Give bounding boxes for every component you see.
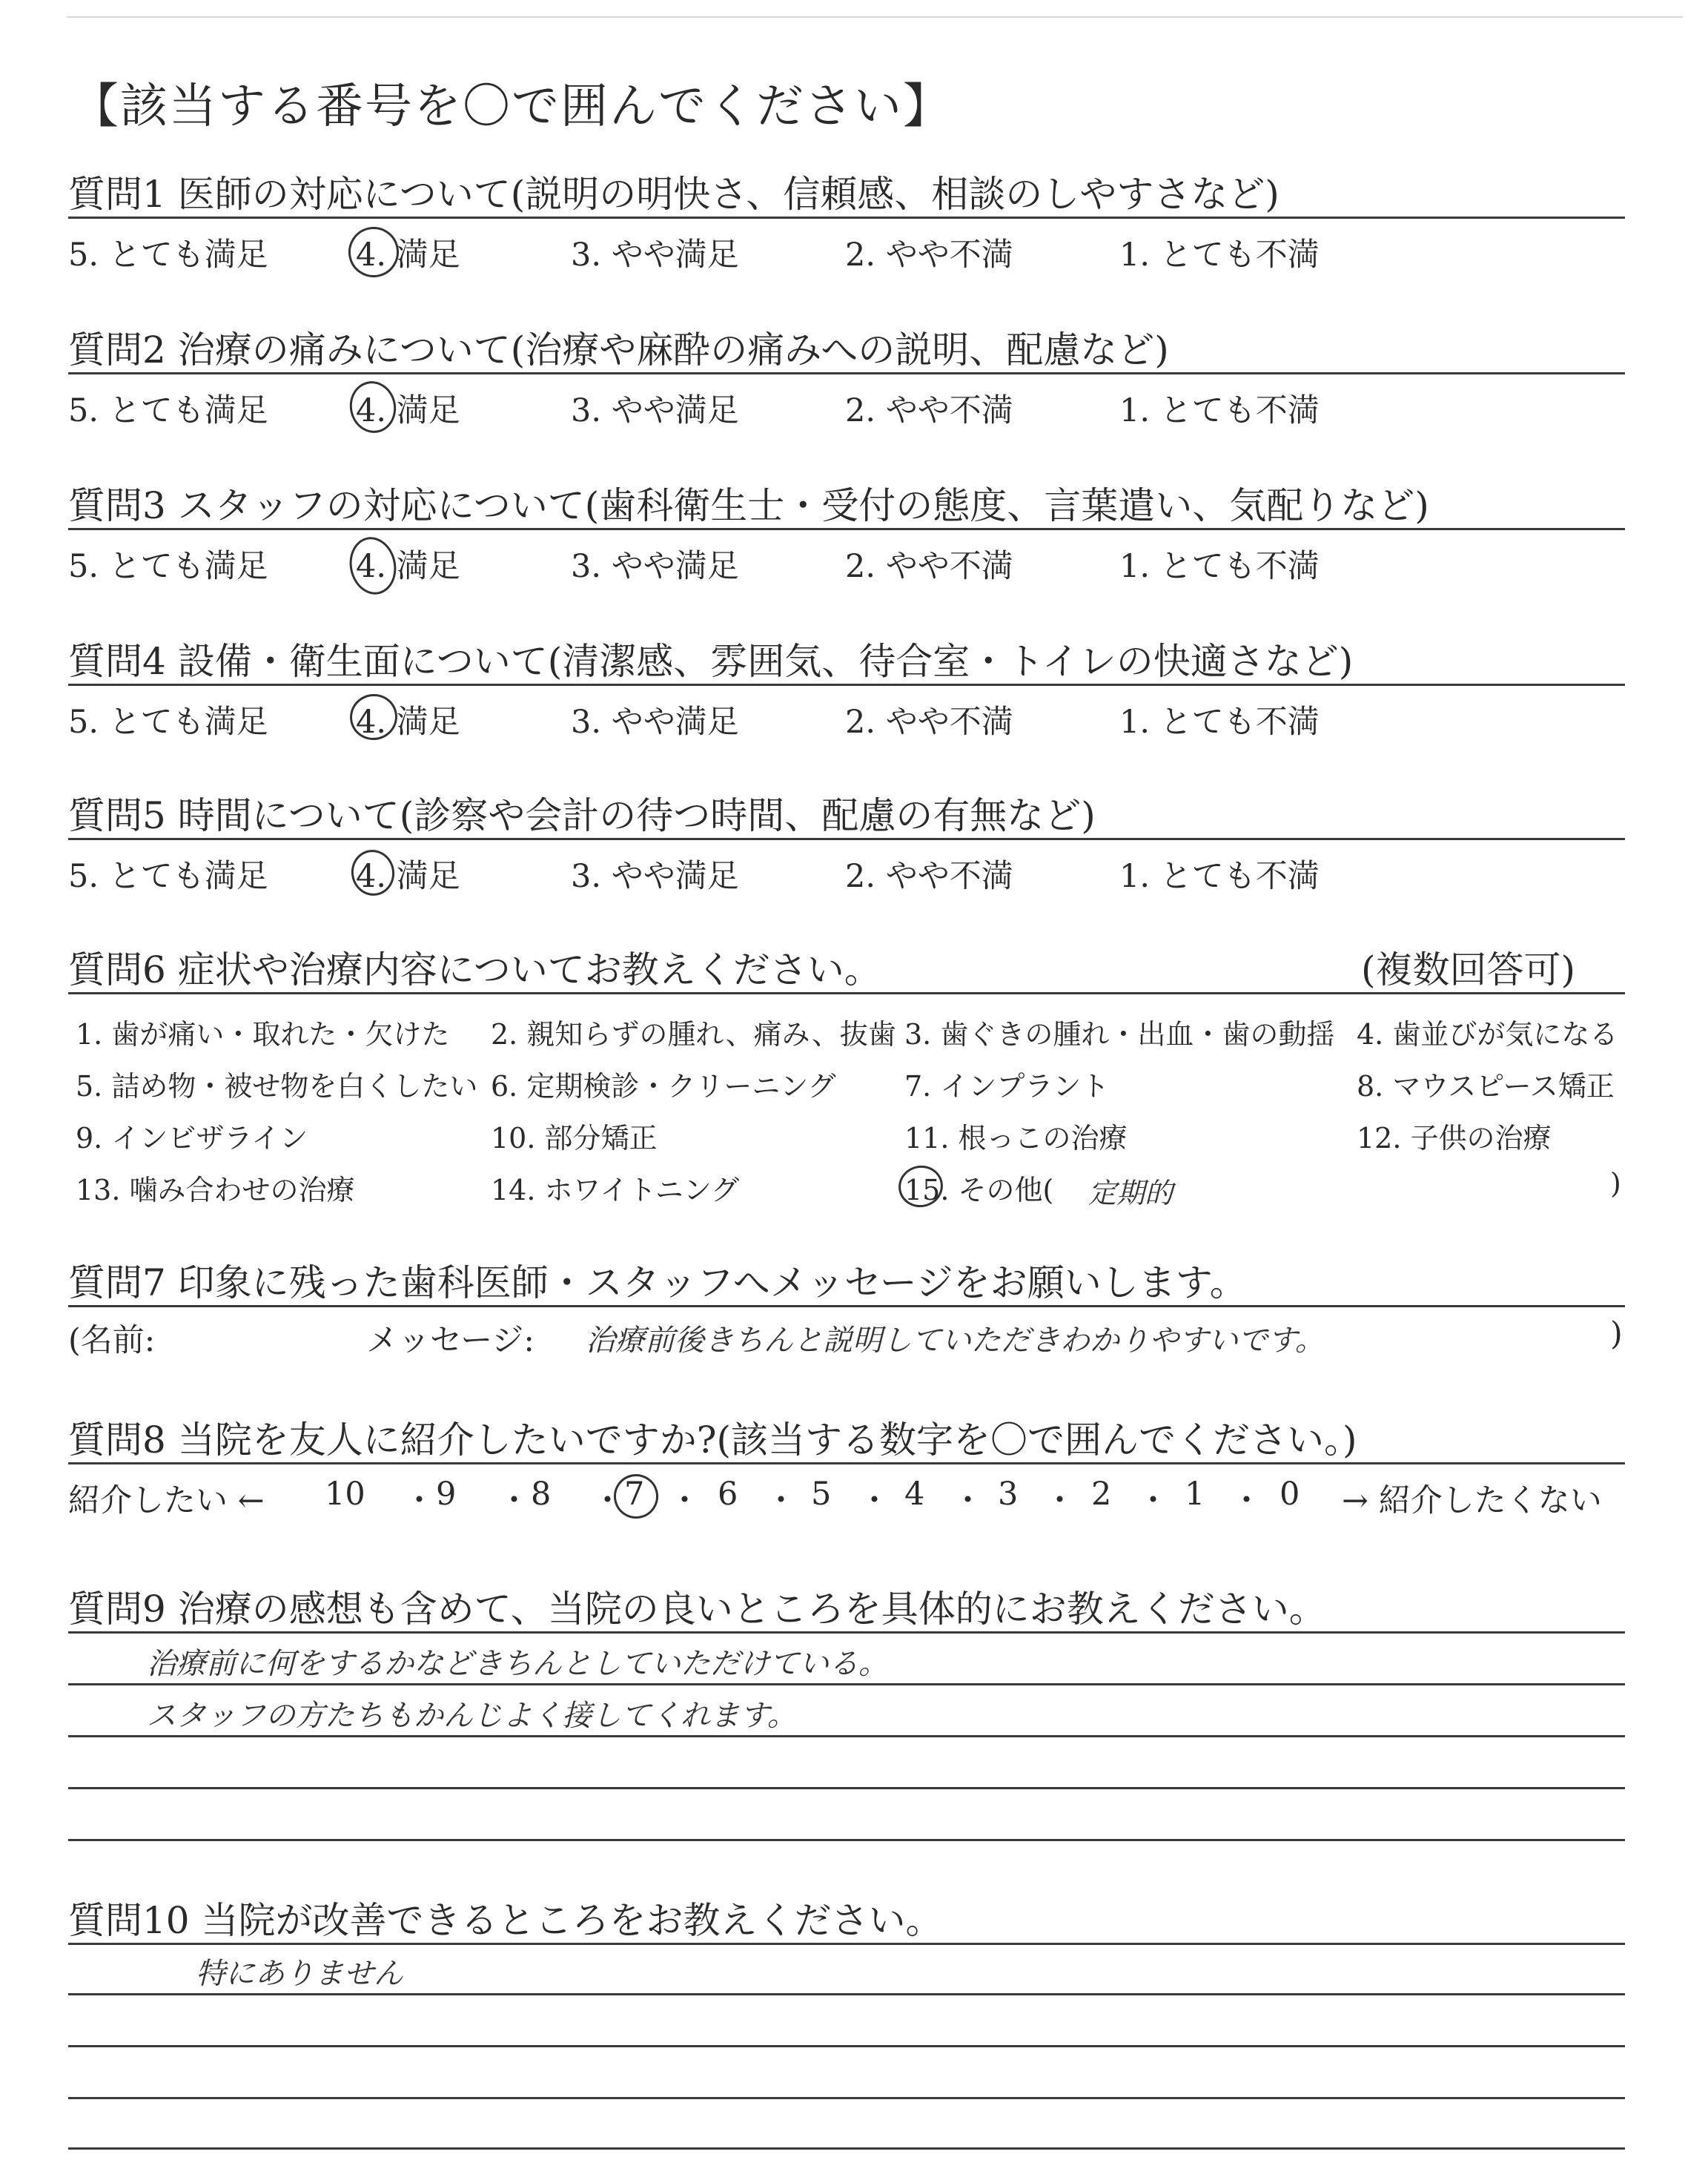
option-5[interactable]: 5. とても満足 — [68, 858, 268, 895]
question-title: 質問3 スタッフの対応について(歯科衛生士・受付の態度、言葉遣い、気配りなど) — [68, 484, 1429, 527]
rule — [68, 1462, 1625, 1464]
scale-5[interactable]: 5 — [811, 1476, 832, 1513]
scale-dot: ・ — [858, 1482, 890, 1519]
answer-line — [68, 1787, 1625, 1789]
symptom-option[interactable]: 9. インビザライン — [76, 1122, 308, 1155]
option-2[interactable]: 2. やや不満 — [845, 237, 1013, 274]
option-3[interactable]: 3. やや満足 — [571, 704, 739, 741]
name-label: (名前: — [68, 1322, 156, 1359]
rule — [68, 992, 1625, 994]
rule — [68, 217, 1625, 219]
top-border — [67, 16, 1683, 18]
question-title: 質問4 設備・衛生面について(清潔感、雰囲気、待合室・トイレの快適さなど) — [68, 640, 1354, 683]
option-1[interactable]: 1. とても不満 — [1119, 704, 1320, 741]
scale-dot: ・ — [1044, 1482, 1076, 1519]
question-title: 質問9 治療の感想も含めて、当院の良いところを具体的にお教えください。 — [68, 1588, 1326, 1631]
scale-0[interactable]: 0 — [1280, 1476, 1300, 1513]
option-1[interactable]: 1. とても不満 — [1119, 392, 1320, 429]
option-2[interactable]: 2. やや不満 — [845, 548, 1013, 585]
message-label: メッセージ: — [366, 1322, 534, 1359]
scale-8[interactable]: 8 — [531, 1476, 552, 1513]
scale-3[interactable]: 3 — [998, 1476, 1019, 1513]
message-handwritten-text: 治療前後きちんと説明していただきわかりやすいです。 — [586, 1324, 1325, 1358]
answer-line — [68, 2045, 1625, 2047]
option-3[interactable]: 3. やや満足 — [571, 548, 739, 585]
scale-9[interactable]: 9 — [436, 1476, 457, 1513]
scale-1[interactable]: 1 — [1185, 1476, 1205, 1513]
answer-handwritten-line: 特にありません — [196, 1957, 403, 1991]
option-4[interactable]: 4. 満足 — [356, 704, 460, 741]
symptom-option[interactable]: 14. ホワイトニング — [491, 1174, 740, 1206]
scale-6[interactable]: 6 — [718, 1476, 738, 1513]
rule — [68, 1943, 1625, 1945]
option-3[interactable]: 3. やや満足 — [571, 237, 739, 274]
symptom-option-other[interactable]: 15. その他( — [904, 1174, 1054, 1206]
answer-handwritten-line: 治療前に何をするかなどきちんとしていただけている。 — [147, 1647, 888, 1681]
recommend-right-label: → 紹介したくない — [1342, 1482, 1602, 1519]
option-5[interactable]: 5. とても満足 — [68, 704, 268, 741]
symptom-option[interactable]: 11. 根っこの治療 — [904, 1122, 1128, 1155]
scale-dot: ・ — [592, 1482, 623, 1519]
rule — [68, 684, 1625, 686]
question-title: 質問7 印象に残った歯科医師・スタッフへメッセージをお願いします。 — [68, 1261, 1247, 1304]
answer-handwritten-line: スタッフの方たちもかんじよく接してくれます。 — [147, 1699, 797, 1733]
rule — [68, 372, 1625, 374]
option-5[interactable]: 5. とても満足 — [68, 237, 268, 274]
scale-dot: ・ — [952, 1482, 984, 1519]
question-title: 質問8 当院を友人に紹介したいですか?(該当する数字を〇で囲んでください。) — [68, 1418, 1357, 1462]
option-1[interactable]: 1. とても不満 — [1119, 237, 1320, 274]
option-5[interactable]: 5. とても満足 — [68, 548, 268, 585]
question-title: 質問5 時間について(診察や会計の待つ時間、配慮の有無など) — [68, 794, 1096, 837]
option-4[interactable]: 4. 満足 — [356, 548, 460, 585]
symptom-option[interactable]: 13. 噛み合わせの治療 — [76, 1174, 355, 1206]
option-1[interactable]: 1. とても不満 — [1119, 858, 1320, 895]
symptom-option[interactable]: 3. 歯ぐきの腫れ・出血・歯の動揺 — [904, 1018, 1335, 1051]
scale-2[interactable]: 2 — [1091, 1476, 1112, 1513]
scale-dot: ・ — [765, 1482, 797, 1519]
answer-line — [68, 1735, 1625, 1737]
other-close-paren: ) — [1610, 1167, 1621, 1200]
option-1[interactable]: 1. とても不満 — [1119, 548, 1320, 585]
question-title: 質問6 症状や治療内容についてお教えください。 — [68, 948, 881, 991]
symptom-option[interactable]: 5. 詰め物・被せ物を白くしたい — [76, 1070, 478, 1103]
answer-line — [68, 1683, 1625, 1685]
option-3[interactable]: 3. やや満足 — [571, 392, 739, 429]
answer-line — [68, 1839, 1625, 1841]
option-4[interactable]: 4. 満足 — [356, 392, 460, 429]
answer-line — [68, 2097, 1625, 2099]
scale-dot: ・ — [1231, 1482, 1262, 1519]
option-5[interactable]: 5. とても満足 — [68, 392, 268, 429]
option-2[interactable]: 2. やや不満 — [845, 858, 1013, 895]
option-4[interactable]: 4. 満足 — [356, 237, 460, 274]
page-heading: 【該当する番号を〇で囲んでください】 — [71, 79, 952, 134]
answer-line — [68, 2147, 1625, 2150]
question-title: 質問10 当院が改善できるところをお教えください。 — [68, 1899, 943, 1942]
option-2[interactable]: 2. やや不満 — [845, 392, 1013, 429]
scale-dot: ・ — [669, 1482, 701, 1519]
question-title: 質問2 治療の痛みについて(治療や麻酔の痛みへの説明、配慮など) — [68, 328, 1169, 371]
symptom-option[interactable]: 6. 定期検診・クリーニング — [491, 1070, 836, 1103]
scale-dot: ・ — [403, 1482, 435, 1519]
other-handwritten-text: 定期的 — [1088, 1177, 1174, 1209]
scale-dot: ・ — [498, 1482, 530, 1519]
message-close-paren: ) — [1610, 1315, 1623, 1353]
recommend-left-label: 紹介したい ← — [68, 1482, 265, 1519]
multiple-answer-note: (複数回答可) — [1361, 948, 1576, 991]
scale-10[interactable]: 10 — [325, 1476, 365, 1513]
scale-7[interactable]: 7 — [624, 1476, 645, 1513]
symptom-option[interactable]: 8. マウスピース矯正 — [1357, 1070, 1615, 1103]
rule — [68, 1305, 1625, 1307]
symptom-option[interactable]: 4. 歯並びが気になる — [1357, 1018, 1618, 1051]
scale-4[interactable]: 4 — [904, 1476, 925, 1513]
option-3[interactable]: 3. やや満足 — [571, 858, 739, 895]
symptom-option[interactable]: 10. 部分矯正 — [491, 1122, 658, 1155]
symptom-option[interactable]: 1. 歯が痛い・取れた・欠けた — [76, 1018, 450, 1051]
rule — [68, 528, 1625, 530]
scale-dot: ・ — [1137, 1482, 1169, 1519]
option-4[interactable]: 4. 満足 — [356, 858, 460, 895]
symptom-option[interactable]: 12. 子供の治療 — [1357, 1122, 1552, 1155]
rule — [68, 838, 1625, 840]
option-2[interactable]: 2. やや不満 — [845, 704, 1013, 741]
question-title: 質問1 医師の対応について(説明の明快さ、信頼感、相談のしやすさなど) — [68, 173, 1280, 216]
symptom-option[interactable]: 2. 親知らずの腫れ、痛み、抜歯 — [491, 1018, 896, 1051]
symptom-option[interactable]: 7. インプラント — [904, 1070, 1110, 1103]
rule — [68, 1631, 1625, 1634]
answer-line — [68, 1993, 1625, 1995]
